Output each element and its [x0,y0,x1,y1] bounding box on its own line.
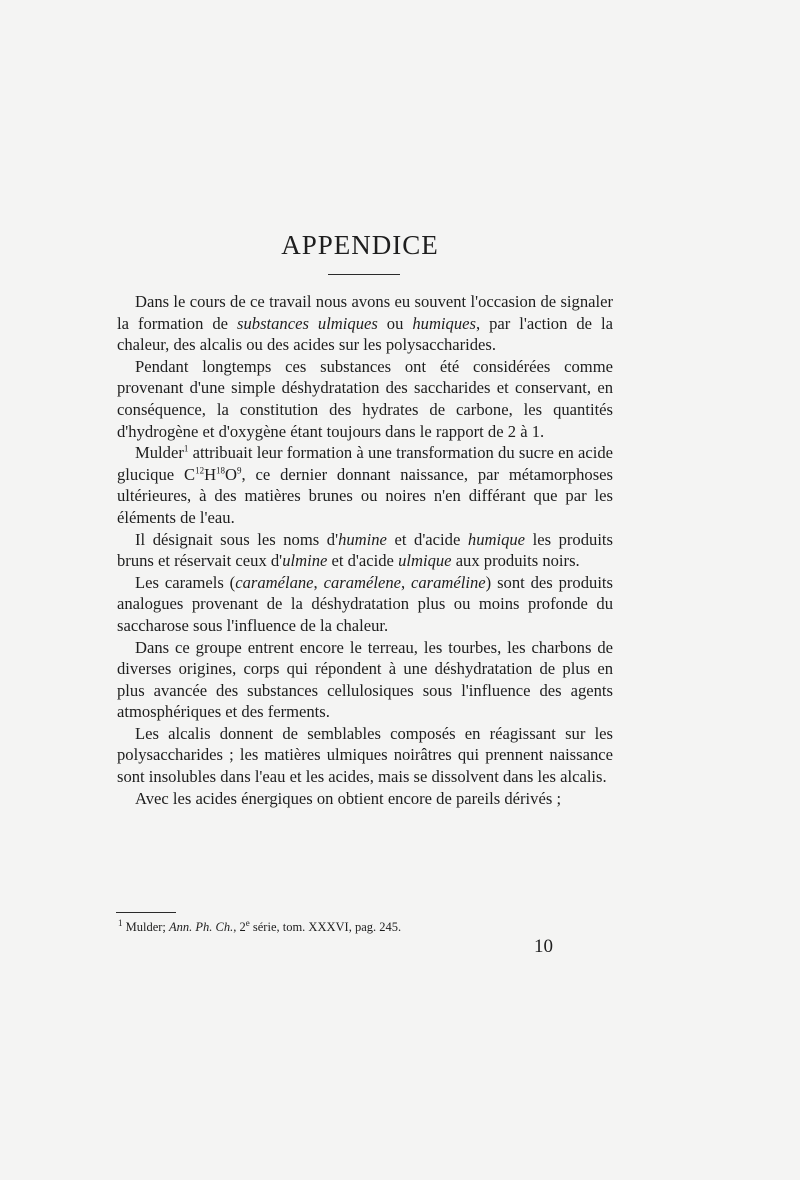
footnote-marker: 1 [118,917,123,928]
paragraph: Avec les acides énergiques on obtient encore de pareils dérivés ; [135,788,562,808]
footnote-text: Mulder; Ann. Ph. Ch., 2e série, tom. XXXVI, pag. 245. [122,917,402,934]
page-title: APPENDICE [281,230,439,260]
paragraph: Les alcalis donnent de semblables composés en réagissant sur les polysaccharides ; les matières ulmiques noirâtres qui prennent naissance sont insolubles dans l'eau et les acides, mais se dissolvent dans les alcalis. [117,723,613,787]
italic-term: ulmine [282,551,328,571]
page-number: 10 [534,936,553,957]
italic-term: humique [467,529,526,549]
paragraph: Dans ce groupe entrent encore le terreau, les tourbes, les charbons de diverses origines, corps qui répondent à une déshydratation de plus en plus avancée des substances cellulosiques sous l'influence des agents atmosphériques et des ferments. [117,637,613,722]
italic-term: Ann. Ph. Ch. [169,920,234,934]
italic-term: ulmique [398,551,452,571]
italic-term: caramélene [323,572,401,592]
italic-term: humiques [412,313,476,333]
body-text [117,285,613,809]
italic-term: caramélane [235,572,314,592]
italic-term: substances ulmiques [237,313,378,333]
superscript: 12 [195,465,205,476]
italic-term: humine [338,529,387,549]
footnote-rule [116,912,176,913]
superscript: 18 [216,465,226,476]
footnote [118,919,614,935]
paragraph: Dans le cours de ce travail nous avons eu souvent l'occasion de signaler la formation de substances ulmiques ou humiques, par l'action de la chaleur, des alcalis ou des acides sur les polysaccharides. [117,292,613,355]
paragraph: Les caramels (caramélane, caramélene, caraméline) sont des produits analogues provenant de la déshydratation plus ou moins profonde du saccharose sous l'influence de la chaleur. [117,572,613,635]
paragraph: Pendant longtemps ces substances ont été considérées comme provenant d'une simple déshydratation des saccharides et conservant, en conséquence, la constitution des hydrates de carbone, les quantités d'hydrogène et d'oxygène étant toujours dans le rapport de 2 à 1. [117,356,613,441]
superscript: e [245,917,250,928]
superscript: 9 [237,465,242,476]
italic-term: caraméline [411,572,486,592]
superscript: 1 [183,443,189,454]
title-rule [328,274,400,275]
paragraph: Il désignait sous les noms d'humine et d'acide humique les produits bruns et réservait ceux d'ulmine et d'acide ulmique aux produits noirs. [117,529,613,571]
paragraph: Mulder$^1$ attribuait leur formation à une transformation du sucre en acide glucique $C^{12}H^{18}O^9$, ce dernier donnant naissance, par métamorphoses ultérieures, à des matières brunes ou noires n'en différant que par les éléments de l'eau. [117,443,614,527]
